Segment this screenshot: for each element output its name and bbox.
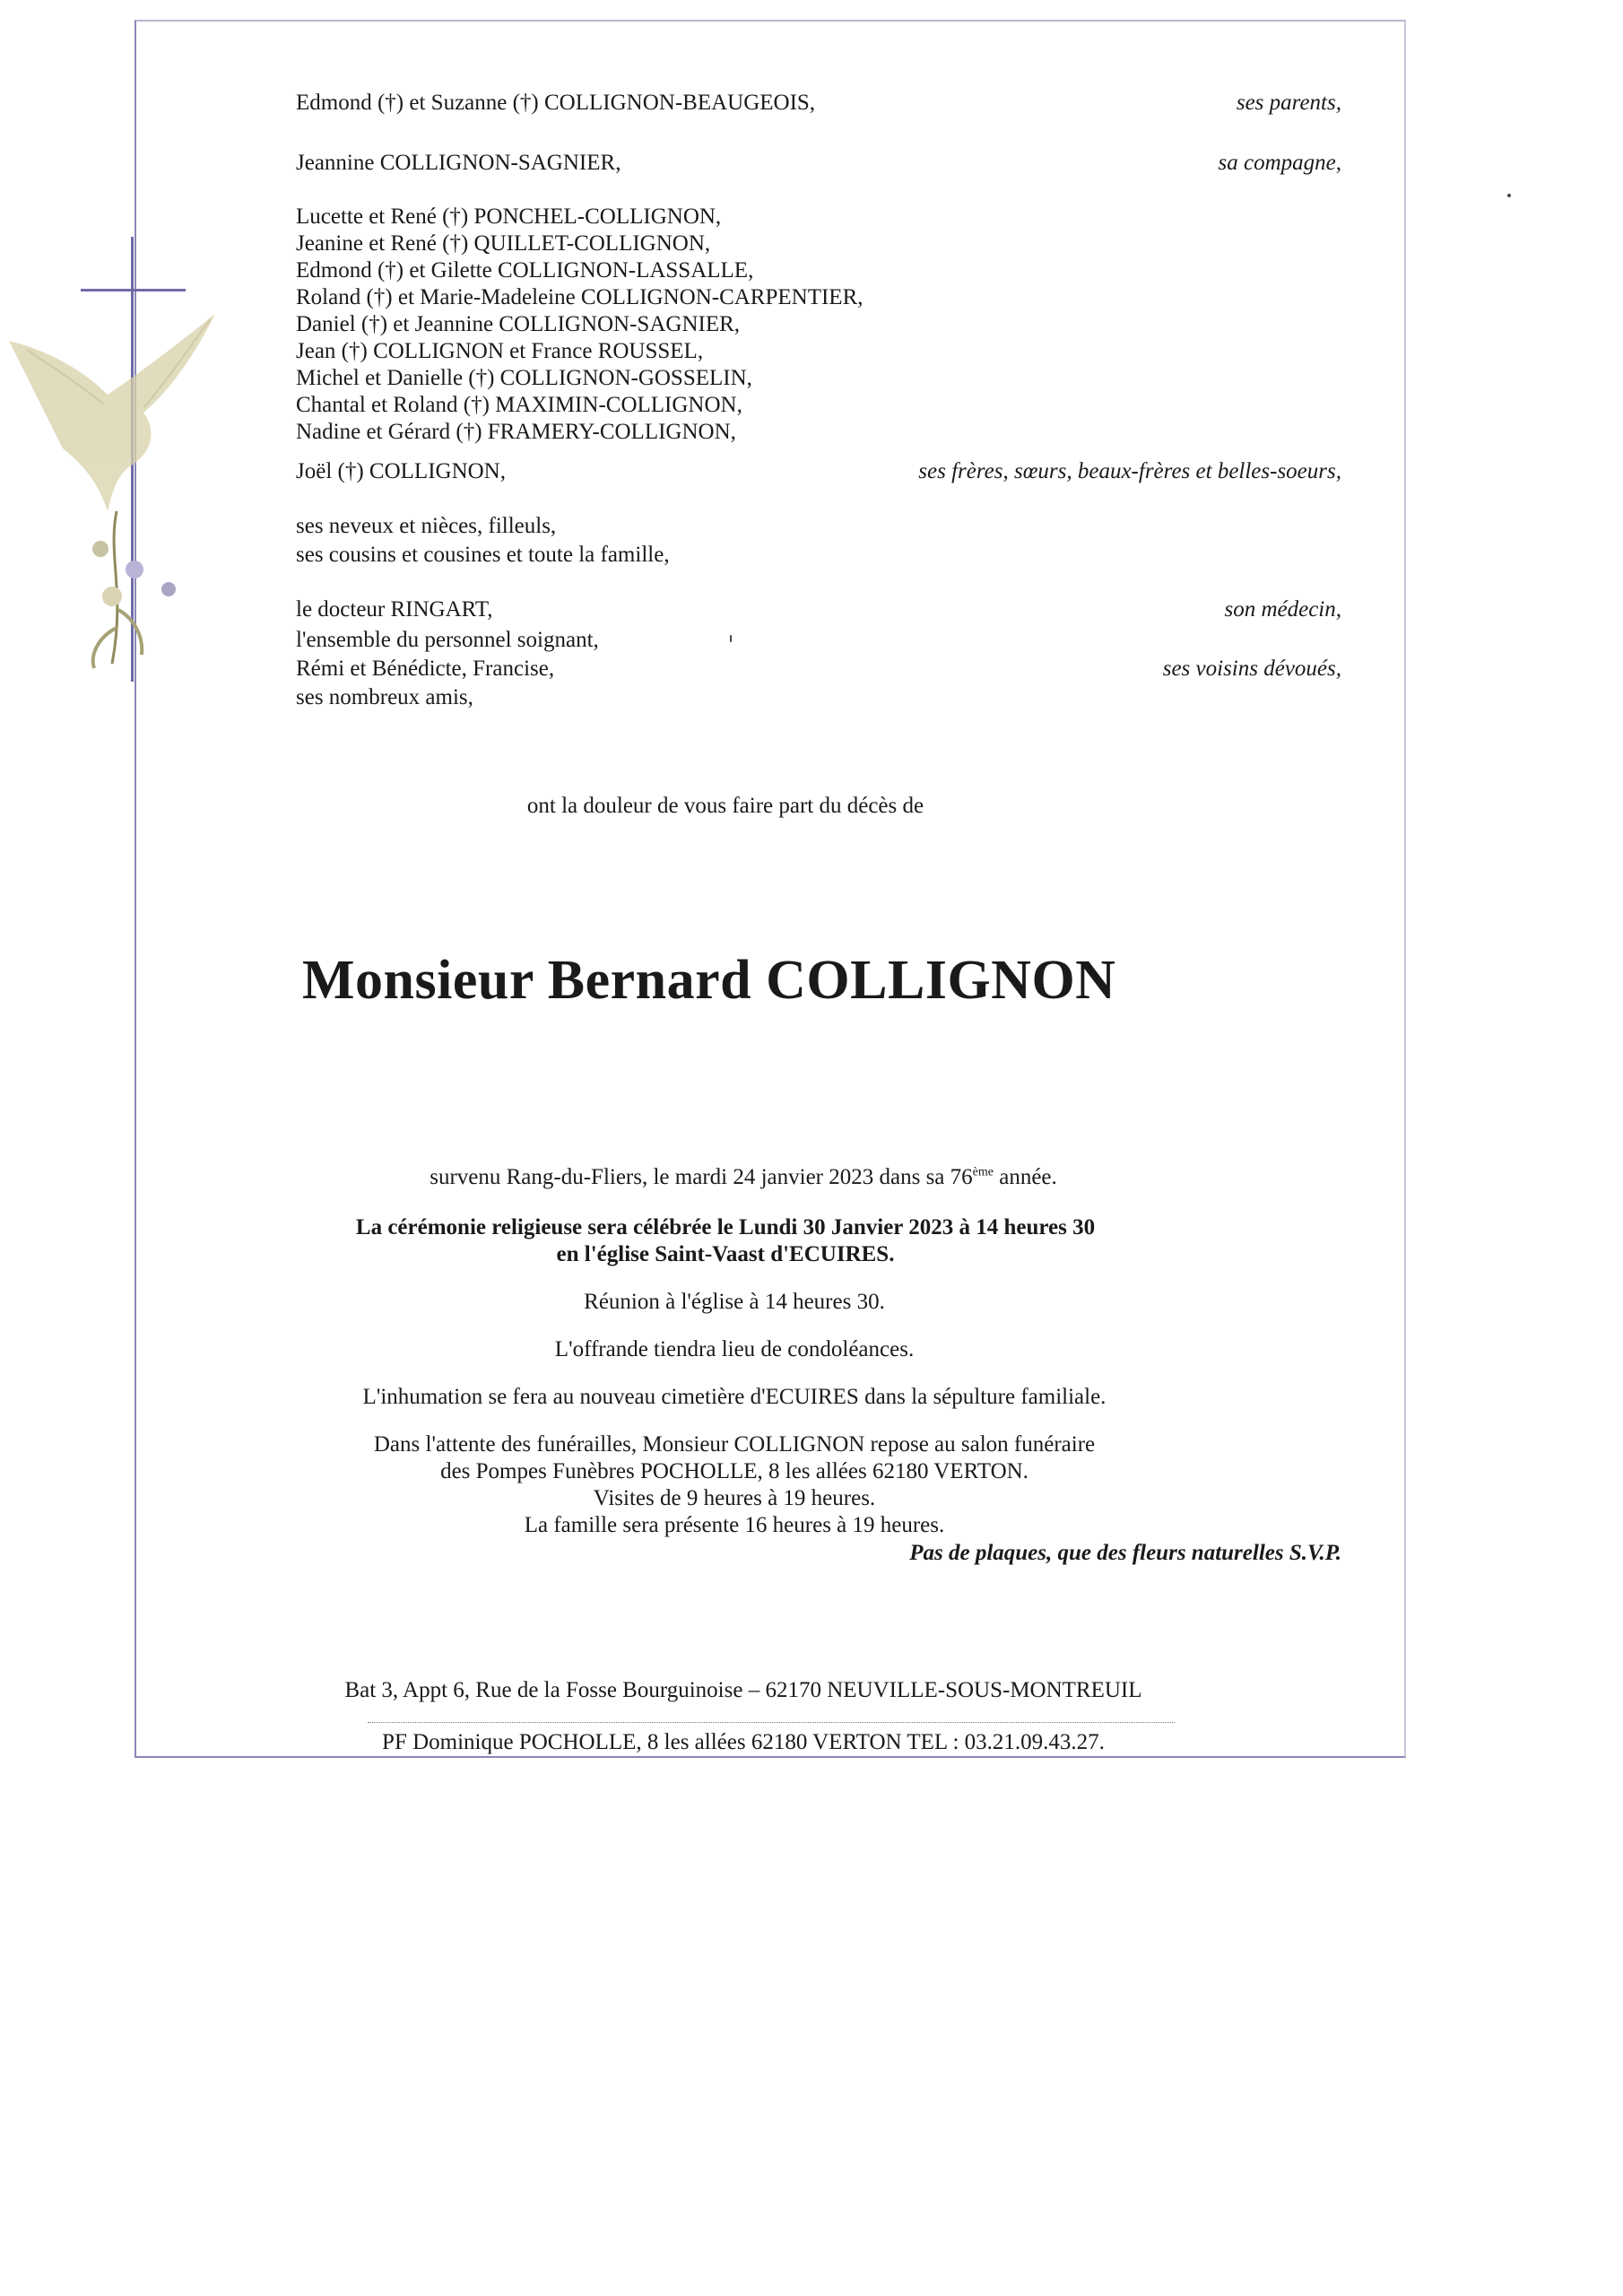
death-notice: survenu Rang-du-Fliers, le mardi 24 janvier 2023 dans sa 76ème année. [430,1165,1057,1189]
viewing-line: Dans l'attente des funérailles, Monsieur COLLIGNON repose au salon funéraire [373,1432,1096,1457]
flowers-note: Pas de plaques, que des fleurs naturelles S.V.P. [909,1541,1341,1565]
ceremony-line: La cérémonie religieuse sera célébrée le Lundi 30 Janvier 2023 à 14 heures 30 [355,1215,1096,1239]
relatives-line: ses cousins et cousines et toute la famille, [296,543,670,567]
sibling-line: Nadine et Gérard (†) FRAMERY-COLLIGNON, [296,420,736,444]
flowers-icon [92,511,176,668]
siblings-relation: ses frères, sœurs, beaux-frères et belles-soeurs, [918,459,1341,483]
others-row: ses nombreux amis, [296,685,473,709]
sibling-line: Lucette et René (†) PONCHEL-COLLIGNON, [296,204,722,229]
dove-icon [9,314,215,511]
separator [368,1722,1175,1723]
sibling-line: Daniel (†) et Jeannine COLLIGNON-SAGNIER, [296,312,741,336]
viewing-line: La famille sera présente 16 heures à 19 heures. [524,1513,945,1537]
address: Bat 3, Appt 6, Rue de la Fosse Bourguinoise – 62170 NEUVILLE-SOUS-MONTREUIL [344,1678,1142,1702]
sibling-line: Chantal et Roland (†) MAXIMIN-COLLIGNON, [296,393,742,417]
viewing-line: des Pompes Funèbres POCHOLLE, 8 les allées 62180 VERTON. [440,1459,1028,1483]
family-row [296,90,1341,117]
family-relation: sa compagne, [1218,151,1341,175]
cross-dove-decoration [0,215,251,682]
ceremony-line: en l'église Saint-Vaast d'ECUIRES. [556,1242,895,1266]
others-row: Rémi et Bénédicte, Francise, ses voisins dévoués, [296,657,1341,681]
relatives-line: ses neveux et nièces, filleuls, [296,514,557,538]
sibling-line: Roland (†) et Marie-Madeleine COLLIGNON-CARPENTIER, [296,285,864,309]
family-row [296,150,1341,177]
announcement: ont la douleur de vous faire part du décès de [526,794,924,818]
sibling-line: Jeanine et René (†) QUILLET-COLLIGNON, [296,231,711,256]
burial-info: L'inhumation se fera au nouveau cimetière d'ECUIRES dans la sépulture familiale. [362,1385,1107,1409]
others-row: l'ensemble du personnel soignant, [296,628,599,652]
family-relation: ses parents, [1236,91,1341,115]
family-name: Jeannine COLLIGNON-SAGNIER, [296,151,621,175]
sibling-line: Michel et Danielle (†) COLLIGNON-GOSSELIN, [296,366,752,390]
sibling-line: Joël (†) COLLIGNON, ses frères, sœurs, beaux-frères et belles-soeurs, [296,459,1341,483]
sibling-line: Edmond (†) et Gilette COLLIGNON-LASSALLE, [296,258,754,283]
family-name: Edmond (†) et Suzanne (†) COLLIGNON-BEAUGEOIS, [296,91,816,115]
meeting-info: Réunion à l'église à 14 heures 30. [584,1290,885,1314]
deceased-name: Monsieur Bernard COLLIGNON [302,950,1116,1011]
viewing-line: Visites de 9 heures à 19 heures. [593,1486,876,1510]
others-row: le docteur RINGART, son médecin, [296,597,1341,622]
sibling-line: Jean (†) COLLIGNON et France ROUSSEL, [296,339,704,363]
scan-speck [1507,194,1511,197]
flowers-note-row [296,1540,1341,1567]
offering-info: L'offrande tiendra lieu de condoléances. [554,1337,915,1361]
funeral-home: PF Dominique POCHOLLE, 8 les allées 62180 VERTON TEL : 03.21.09.43.27. [382,1730,1105,1754]
scan-speck [730,635,732,642]
